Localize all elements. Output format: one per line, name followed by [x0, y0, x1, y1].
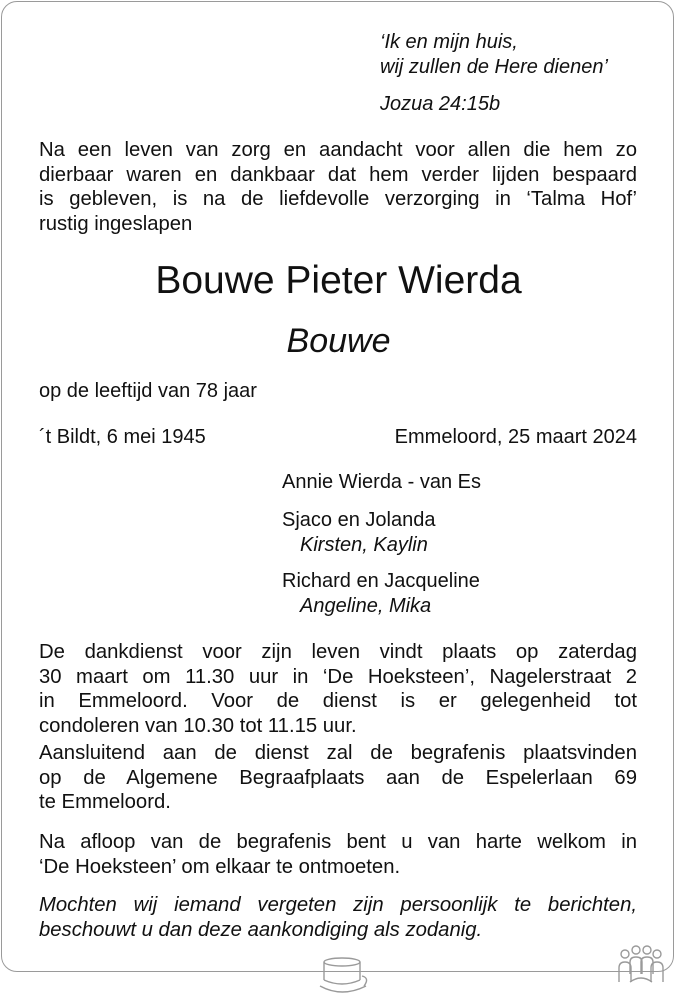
- deceased-full-name: Bouwe Pieter Wierda: [155, 259, 522, 302]
- burial-line: te Emmeloord.: [39, 791, 171, 814]
- intro-line: dierbaar waren en dankbaar dat hem verder lijden bespaard: [39, 163, 637, 186]
- welcome-paragraph: [39, 830, 637, 879]
- welcome-line: Na afloop van de begrafenis bent u van harte welkom in: [39, 831, 637, 853]
- quote-line-2: wij zullen de Here dienen’: [380, 56, 608, 78]
- child-2: Richard en Jacqueline: [282, 570, 480, 592]
- intro-line: Na een leven van zorg en aandacht voor allen die hem zo: [39, 139, 637, 161]
- deceased-call-name: Bouwe: [286, 322, 391, 360]
- burial-line: Aansluitend aan de dienst zal de begrafenis plaatsvinden: [39, 742, 637, 764]
- closing-paragraph: [39, 893, 637, 942]
- service-line: 30 maart om 11.30 uur in ‘De Hoeksteen’, Nagelerstraat 2: [39, 665, 637, 688]
- welcome-line: ‘De Hoeksteen’ om elkaar te ontmoeten.: [39, 855, 401, 878]
- age-line: op de leeftijd van 78 jaar: [39, 380, 257, 402]
- service-line: De dankdienst voor zijn leven vindt plaats op zaterdag: [39, 641, 637, 663]
- closing-line: beschouwt u dan deze aankondiging als zodanig.: [39, 918, 483, 941]
- service-line: in Emmeloord. Voor de dienst is er gelegenheid tot: [39, 690, 637, 713]
- closing-line: Mochten wij iemand vergeten zijn persoonlijk te berichten,: [39, 894, 637, 916]
- child-1: Sjaco en Jolanda: [282, 509, 436, 531]
- service-line: condoleren van 10.30 tot 11.15 uur.: [39, 714, 357, 737]
- grandchildren-1: Kirsten, Kaylin: [300, 534, 428, 556]
- intro-paragraph: [39, 138, 637, 236]
- spouse-name: Annie Wierda - van Es: [282, 471, 481, 493]
- grandchildren-2: Angeline, Mika: [300, 595, 432, 617]
- birth-line: ´t Bildt, 6 mei 1945: [39, 426, 206, 448]
- service-paragraph: [39, 640, 637, 738]
- intro-line: is gebleven, is na de liefdevolle verzorging in ‘Talma Hof’: [39, 188, 637, 211]
- cake-icon: [318, 956, 370, 996]
- burial-paragraph: [39, 741, 637, 815]
- death-line: Emmeloord, 25 maart 2024: [394, 426, 637, 448]
- people-group-logo-icon: [616, 944, 664, 984]
- intro-line: rustig ingeslapen: [39, 212, 193, 235]
- quote-line-1: ‘Ik en mijn huis,: [380, 31, 518, 53]
- quote-reference: Jozua 24:15b: [380, 93, 501, 115]
- burial-line: op de Algemene Begraafplaats aan de Espelerlaan 69: [39, 766, 637, 789]
